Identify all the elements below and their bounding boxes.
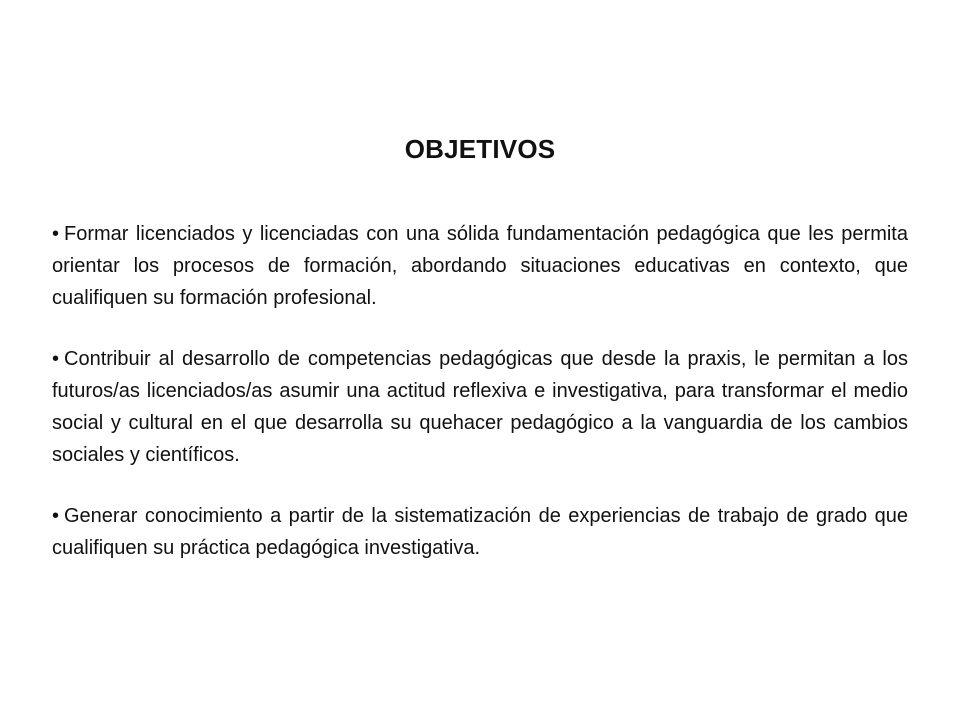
objective-text: Contribuir al desarrollo de competencias pedagógicas que desde la praxis, le permitan a los futuros/as licenciados/as asumir una actitud reflexiva e investigativa, para transformar el medio social y cultural en el que desarrolla su quehacer pedagógico a la vanguardia de los cambios sociales y científicos. <box>52 348 908 466</box>
slide-title: OBJETIVOS <box>404 134 556 164</box>
bullet-icon: • <box>52 505 60 527</box>
bullet-icon: • <box>52 348 60 370</box>
objective-text: Formar licenciados y licenciadas con una sólida fundamentación pedagógica que les permita orientar los procesos de formación, abordando situaciones educativas en contexto, que cualifiquen su formación profesional. <box>52 223 908 309</box>
bullet-icon: • <box>52 223 60 245</box>
objectives-list <box>52 218 908 593</box>
objective-item <box>52 218 908 314</box>
objective-item <box>52 343 908 471</box>
objective-item <box>52 500 908 564</box>
objective-text: Generar conocimiento a partir de la sistematización de experiencias de trabajo de grado que cualifiquen su práctica pedagógica investigativa. <box>52 505 908 559</box>
